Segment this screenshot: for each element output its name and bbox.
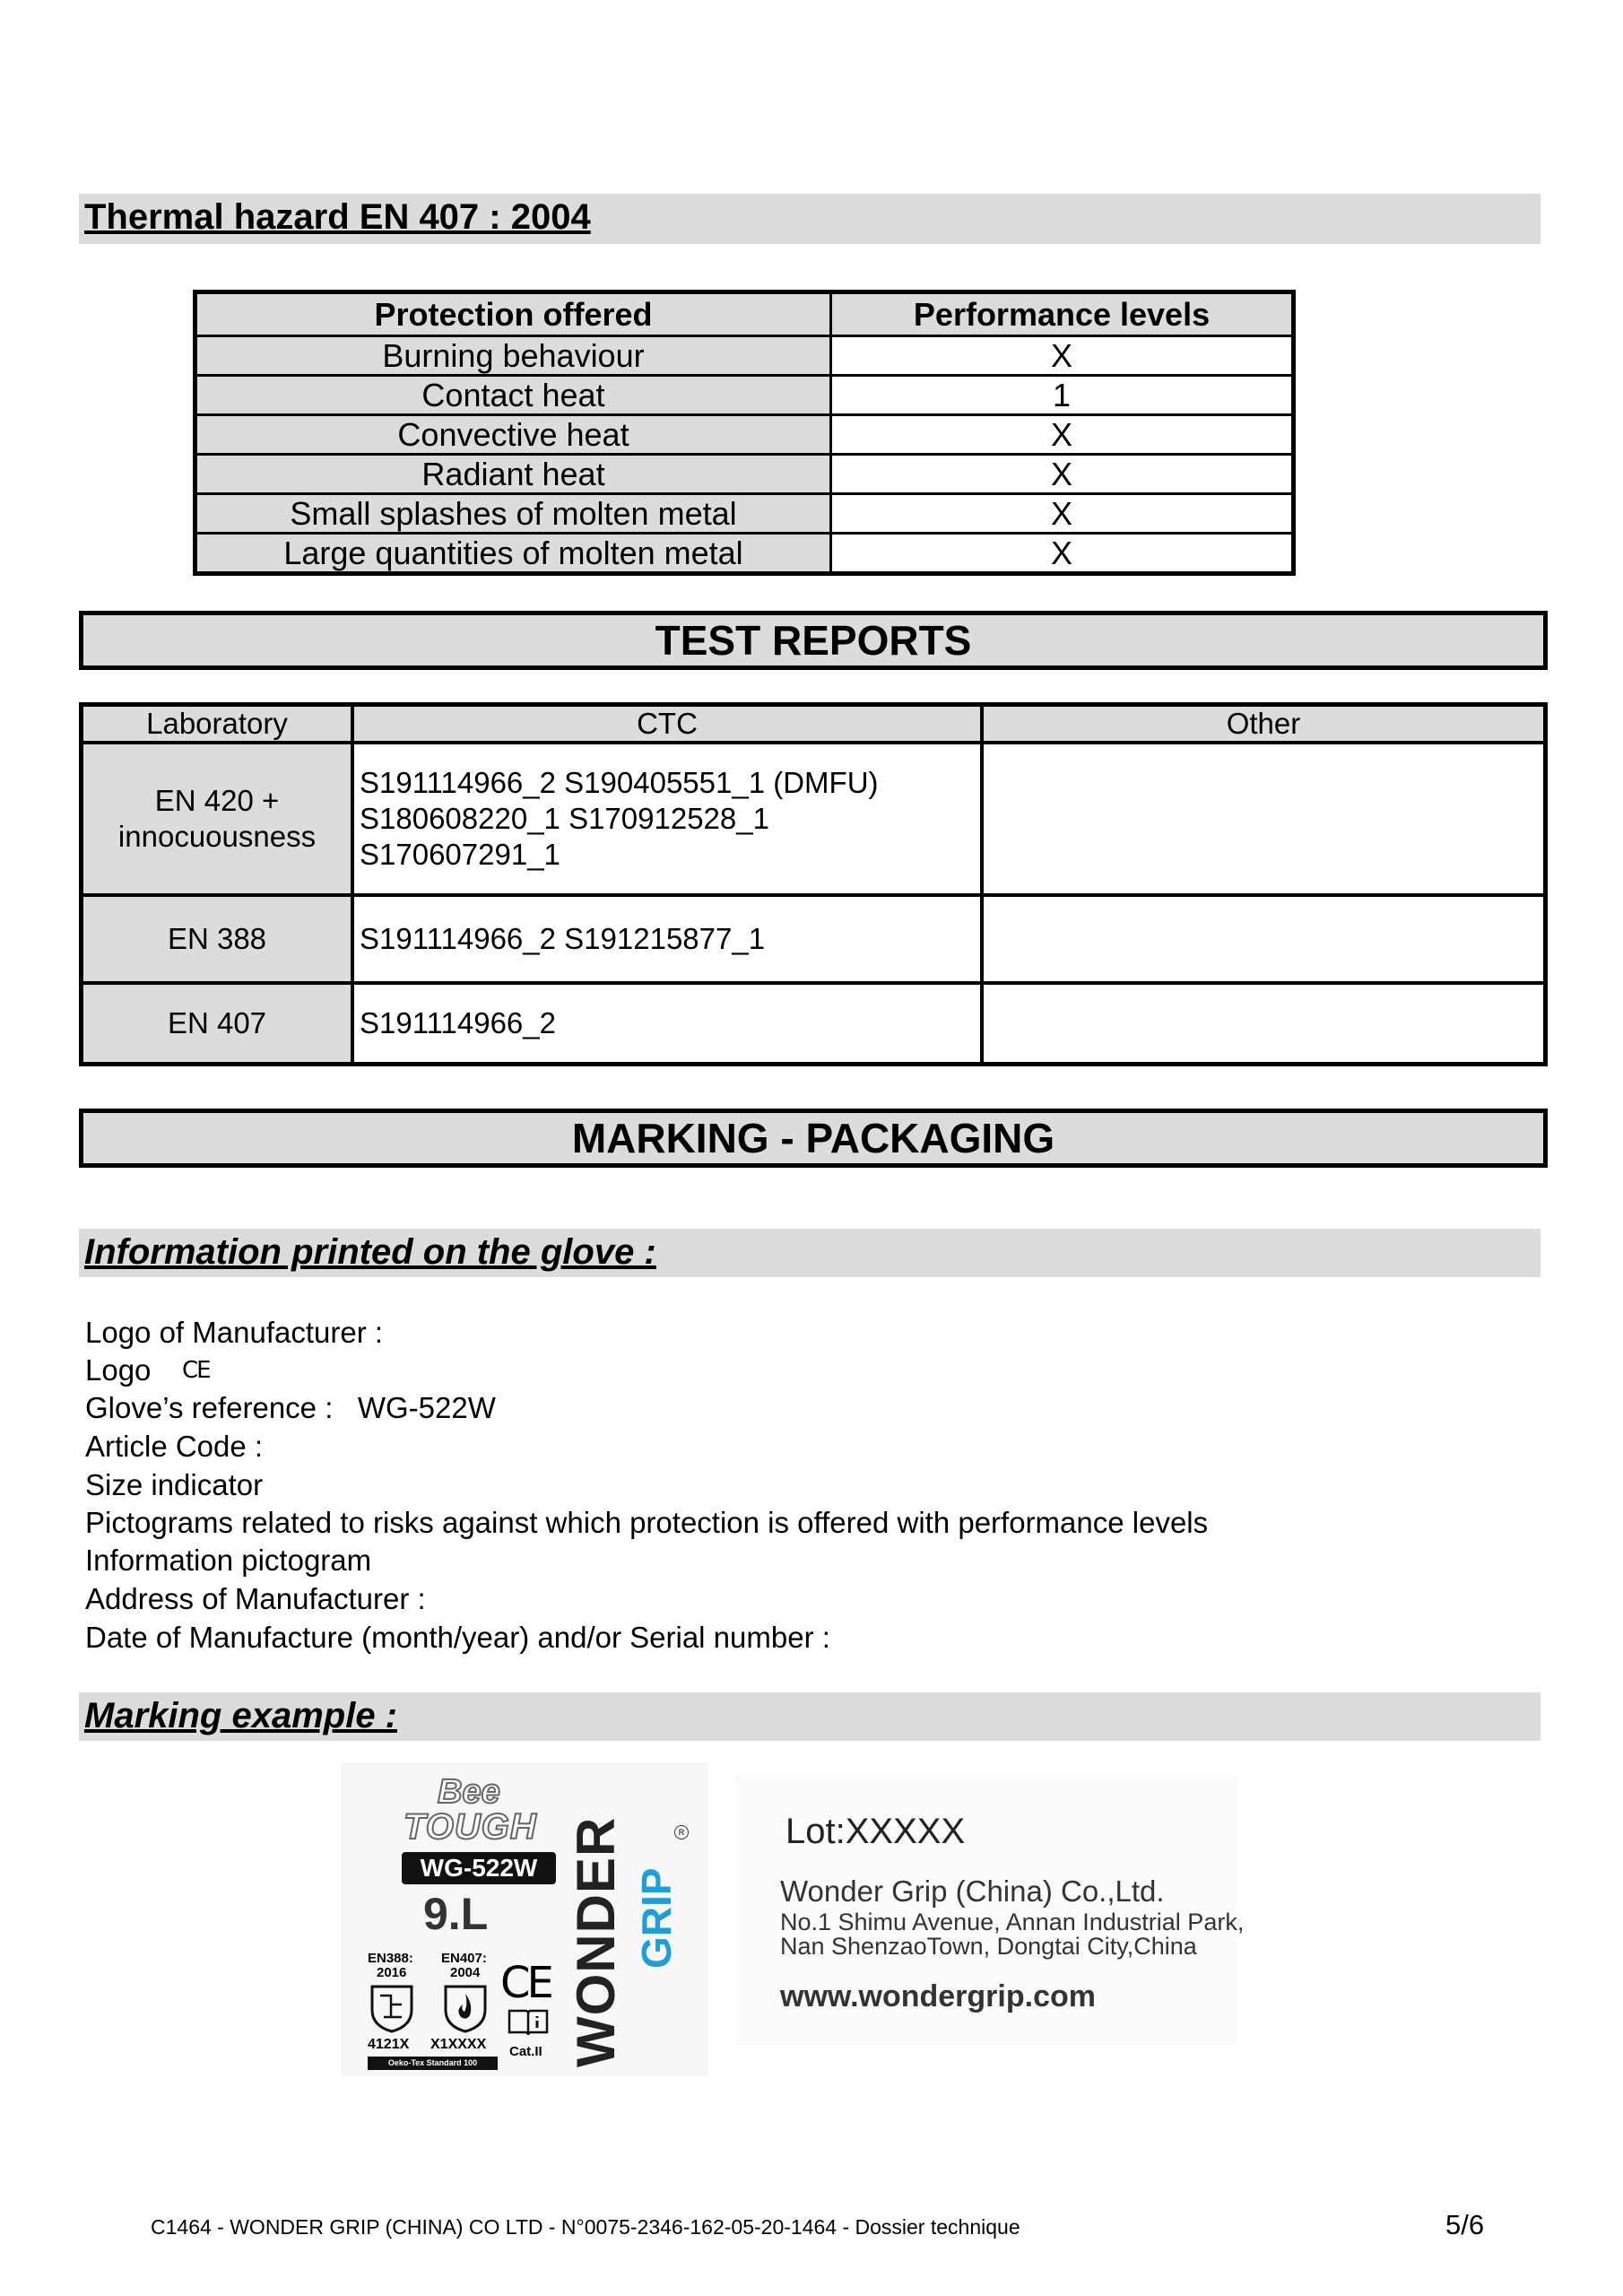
brand-tough: TOUGH bbox=[404, 1807, 537, 1847]
info-title-bar bbox=[79, 1229, 1541, 1277]
lab-line: EN 388 bbox=[167, 922, 267, 955]
reports-other-cell bbox=[982, 743, 1546, 895]
reports-header-laboratory: Laboratory bbox=[82, 705, 353, 744]
table-row bbox=[82, 743, 1546, 895]
thermal-label: Burning behaviour bbox=[195, 336, 831, 376]
thermal-value: X bbox=[831, 494, 1294, 534]
reports-ctc-cell bbox=[352, 743, 982, 895]
reports-header-row bbox=[82, 705, 1546, 744]
std1-label: EN388: bbox=[368, 1951, 413, 1966]
info-line-article-code: Article Code : bbox=[85, 1430, 264, 1463]
size-indicator: 9.L bbox=[423, 1889, 489, 1939]
reports-ctc-cell bbox=[352, 895, 982, 983]
table-row bbox=[195, 494, 1294, 534]
thermal-label: Small splashes of molten metal bbox=[195, 494, 831, 534]
info-title: Information printed on the glove : bbox=[84, 1232, 656, 1272]
mechanical-risk-shield-icon bbox=[369, 1983, 414, 2033]
ctc-line: S170607291_1 bbox=[360, 838, 560, 871]
brand-bee: Bee bbox=[438, 1773, 500, 1811]
ctc-line: S191114966_2 S191215877_1 bbox=[360, 922, 766, 955]
lot-number: Lot:XXXXX bbox=[785, 1812, 966, 1851]
ctc-line: S191114966_2 bbox=[360, 1005, 556, 1039]
label-ce-mark-icon: CE bbox=[500, 1958, 551, 2008]
reports-ctc-cell bbox=[352, 983, 982, 1064]
heat-risk-shield-icon bbox=[443, 1983, 488, 2033]
thermal-title-bar bbox=[79, 194, 1541, 244]
ctc-line: S191114966_2 S190405551_1 (DMFU) bbox=[360, 766, 879, 799]
marking-example-title: Marking example : bbox=[84, 1696, 398, 1735]
marking-example-title-bar bbox=[79, 1692, 1541, 1741]
brand-grip-vertical: GRIP bbox=[633, 1867, 680, 1969]
company-address-1: No.1 Shimu Avenue, Annan Industrial Park, bbox=[780, 1909, 1245, 1935]
company-name: Wonder Grip (China) Co.,Ltd. bbox=[780, 1874, 1165, 1908]
oeko-tex-badge: Oeko-Tex Standard 100 bbox=[368, 2057, 498, 2070]
info-line-date: Date of Manufacture (month/year) and/or Serial number : bbox=[85, 1621, 830, 1654]
thermal-value: X bbox=[831, 534, 1294, 574]
category-label: Cat.II bbox=[509, 2044, 542, 2059]
std2-year: 2004 bbox=[450, 1965, 481, 1980]
info-line-pictograms: Pictograms related to risks against which protection is offered with performance levels bbox=[85, 1506, 1209, 1539]
info-line-logo-manufacturer: Logo of Manufacturer : bbox=[85, 1316, 384, 1349]
reports-header-other: Other bbox=[982, 705, 1546, 744]
thermal-value: X bbox=[831, 336, 1294, 376]
thermal-title: Thermal hazard EN 407 : 2004 bbox=[84, 197, 591, 237]
table-row bbox=[195, 455, 1294, 494]
std2-label: EN407: bbox=[441, 1951, 487, 1966]
std1-year: 2016 bbox=[377, 1965, 407, 1980]
table-row bbox=[195, 336, 1294, 376]
information-book-icon bbox=[508, 2008, 549, 2037]
thermal-header-row bbox=[195, 292, 1294, 336]
table-row bbox=[82, 895, 1546, 983]
marking-example-label bbox=[341, 1762, 1273, 2076]
info-line-glove-reference: Glove’s reference : WG-522W bbox=[85, 1391, 496, 1424]
footer-text: C1464 - WONDER GRIP (CHINA) CO LTD - N°0075-2346-162-05-20-1464 - Dossier technique bbox=[151, 2215, 1020, 2239]
code1: 4121X bbox=[368, 2037, 410, 2052]
brand-wonder-vertical: WONDER bbox=[566, 1816, 626, 2067]
lab-line: innocuousness bbox=[117, 820, 317, 853]
thermal-label: Convective heat bbox=[195, 415, 831, 455]
test-reports-heading: TEST REPORTS bbox=[79, 611, 1548, 670]
thermal-label: Radiant heat bbox=[195, 455, 831, 494]
reports-lab-cell bbox=[82, 895, 353, 983]
reports-lab-cell bbox=[82, 743, 353, 895]
ctc-line: S180608220_1 S170912528_1 bbox=[360, 802, 769, 835]
reports-header-ctc: CTC bbox=[352, 705, 982, 744]
lab-line: EN 420 + bbox=[154, 784, 280, 817]
thermal-table bbox=[193, 290, 1296, 576]
thermal-header-protection: Protection offered bbox=[195, 292, 831, 336]
info-line-logo: Logo bbox=[85, 1353, 152, 1387]
info-line-information-pictogram: Information pictogram bbox=[85, 1544, 372, 1577]
thermal-value: X bbox=[831, 455, 1294, 494]
thermal-header-performance: Performance levels bbox=[831, 292, 1294, 336]
ce-mark-icon: CE bbox=[182, 1357, 210, 1384]
company-address-2: Nan ShenzaoTown, Dongtai City,China bbox=[780, 1933, 1197, 1960]
marking-packaging-heading: MARKING - PACKAGING bbox=[79, 1109, 1548, 1168]
page-number: 5/6 bbox=[1445, 2209, 1485, 2240]
test-reports-table bbox=[79, 702, 1548, 1066]
info-line-address: Address of Manufacturer : bbox=[85, 1582, 426, 1615]
registered-mark-icon: R bbox=[674, 1825, 689, 1839]
lab-line: EN 407 bbox=[167, 1005, 267, 1039]
code2: X1XXXX bbox=[430, 2037, 487, 2052]
table-row bbox=[195, 415, 1294, 455]
reports-other-cell bbox=[982, 895, 1546, 983]
table-row bbox=[82, 983, 1546, 1064]
glove-ref-badge: WG-522W bbox=[402, 1852, 556, 1884]
table-row bbox=[195, 376, 1294, 415]
thermal-value: 1 bbox=[831, 376, 1294, 415]
thermal-label: Contact heat bbox=[195, 376, 831, 415]
company-website: www.wondergrip.com bbox=[780, 1979, 1096, 2013]
reports-other-cell bbox=[982, 983, 1546, 1064]
table-row bbox=[195, 534, 1294, 574]
thermal-label: Large quantities of molten metal bbox=[195, 534, 831, 574]
info-line-size-indicator: Size indicator bbox=[85, 1468, 264, 1501]
reports-lab-cell bbox=[82, 983, 353, 1064]
thermal-value: X bbox=[831, 415, 1294, 455]
